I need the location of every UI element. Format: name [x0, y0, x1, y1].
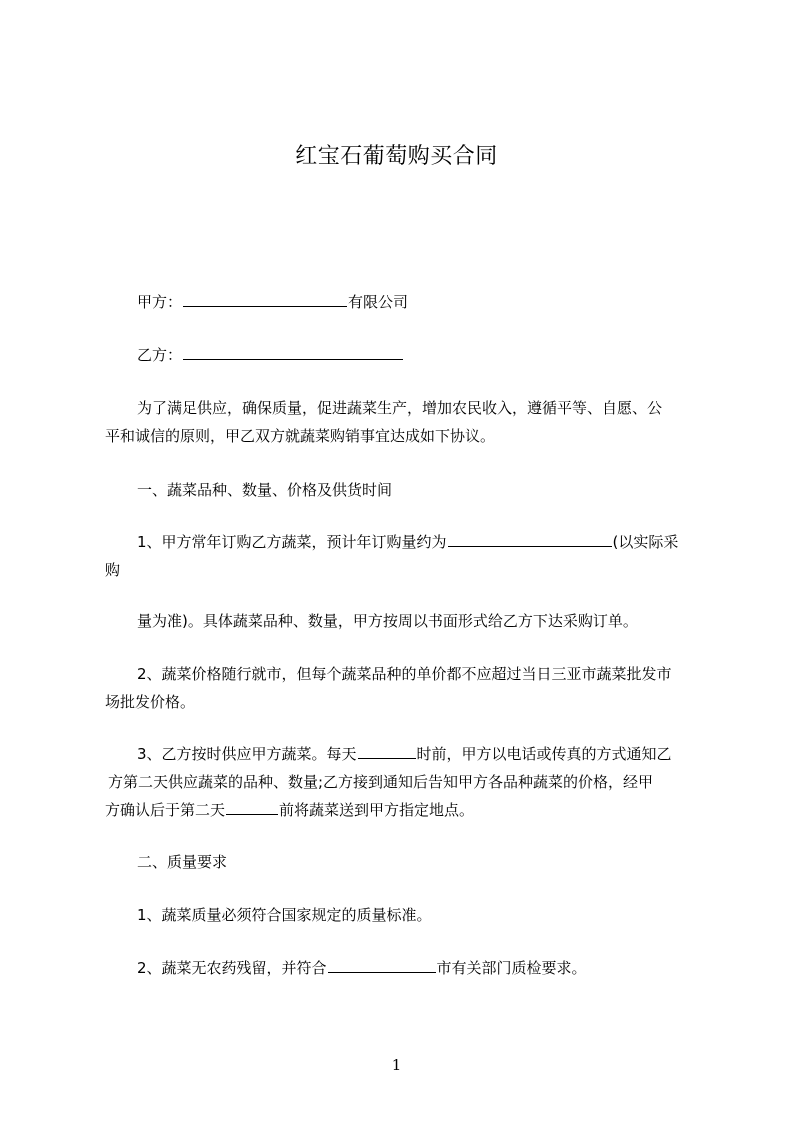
party-a-name-blank: [183, 292, 347, 307]
s1-item3-line3: [105, 800, 474, 820]
s1-item3-text-c: 方确认后于第二天: [105, 801, 226, 819]
s1-item3-line1: [137, 744, 672, 764]
party-a-line: [137, 292, 408, 312]
s1-item2-line1: 2、蔬菜价格随行就市，但每个蔬菜品种的单价都不应超过当日三亚市蔬菜批发市: [137, 665, 672, 683]
s1-item1-line1: [137, 532, 678, 552]
intro-line-2: 平和诚信的原则，甲乙双方就蔬菜购销事宜达成如下协议。: [105, 427, 496, 445]
page-title: 红宝石葡萄购买合同: [295, 144, 498, 169]
s1-item3-line2: 方第二天供应蔬菜的品种、数量;乙方接到通知后告知甲方各品种蔬菜的价格，经甲: [108, 773, 654, 791]
annual-quantity-blank: [448, 532, 612, 547]
s2-item2: [137, 958, 587, 978]
s2-item2-text-b: 市有关部门质检要求。: [436, 959, 587, 977]
s1-item2-line2: 场批发价格。: [105, 693, 196, 711]
s1-item3-text-a: 3、乙方按时供应甲方蔬菜。每天: [137, 745, 357, 763]
city-blank: [328, 958, 436, 973]
s1-item3-text-b: 时前，甲方以电话或传真的方式通知乙: [416, 745, 672, 763]
party-a-label: 甲方：: [137, 293, 183, 311]
s2-item1: 1、蔬菜质量必须符合国家规定的质量标准。: [137, 906, 432, 924]
daily-time-blank: [358, 744, 416, 759]
s2-item2-text-a: 2、蔬菜无农药残留，并符合: [137, 959, 327, 977]
page-number: 1: [391, 1056, 402, 1074]
s1-item3-text-d: 前将蔬菜送到甲方指定地点。: [279, 801, 475, 819]
s1-item1-line3: 量为准)。具体蔬菜品种、数量，甲方按周以书面形式给乙方下达采购订单。: [137, 612, 638, 630]
s1-item1-line2: 购: [105, 561, 121, 579]
s1-item1-text-a: 1、甲方常年订购乙方蔬菜，预计年订购量约为: [137, 533, 447, 551]
intro-line-1: 为了满足供应，确保质量，促进蔬菜生产，增加农民收入，遵循平等、自愿、公: [137, 399, 663, 417]
section-2-heading: 二、质量要求: [137, 853, 228, 871]
party-b-label: 乙方：: [137, 346, 183, 364]
party-b-name-blank: [183, 345, 403, 360]
party-b-line: [137, 345, 404, 365]
delivery-time-blank: [226, 800, 278, 815]
s1-item1-text-b: (以实际采: [612, 533, 679, 551]
party-a-suffix: 有限公司: [348, 293, 409, 311]
section-1-heading: 一、蔬菜品种、数量、价格及供货时间: [137, 481, 393, 499]
